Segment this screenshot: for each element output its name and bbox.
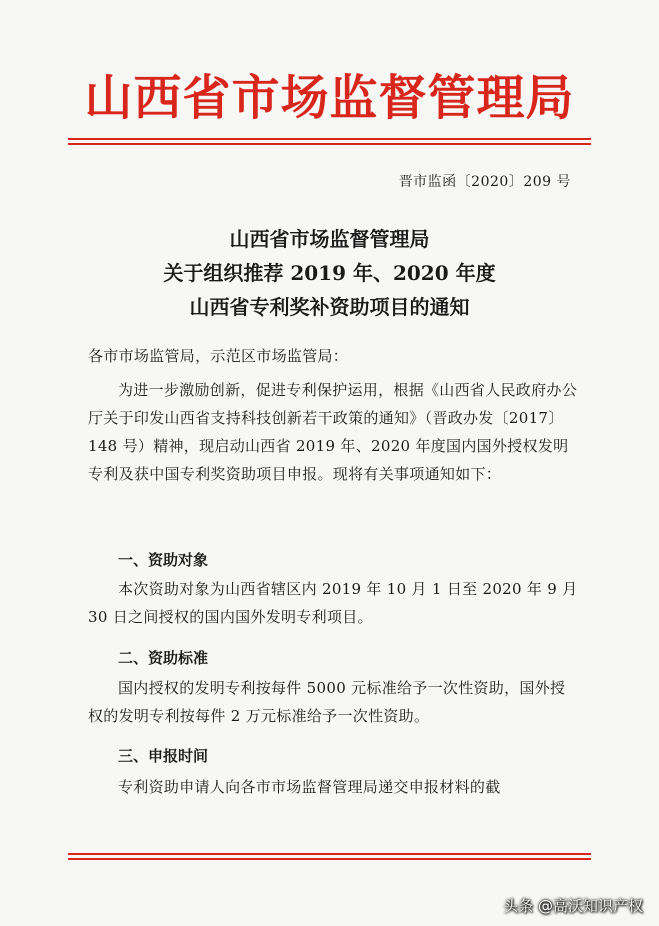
salutation: 各市市场监管局，示范区市场监管局： [88,347,349,365]
section-body-1: 本次资助对象为山西省辖区内 2019 年 10 月 1 日至 2020 年 9 月 30 日之间授权的国内国外发明专利项目。 [88,580,578,626]
document-number: 晋市监函〔2020〕209 号 [398,174,571,190]
section-heading-1: 一、资助对象 [118,551,209,569]
source-watermark: 头条 @高沃知识产权 [503,897,643,915]
title-line-2: 关于组织推荐 2019 年、2020 年度 [163,261,496,285]
header-rule-top [68,138,591,140]
footer-rule-bottom [68,858,591,860]
section-body-2: 国内授权的发明专利按每件 5000 元标准给予一次性资助，国外授权的发明专利按每件 2 万元标准给予一次性资助。 [88,679,566,725]
section-body-3: 专利资助申请人向各市市场监督管理局递交申报材料的截 [118,778,501,796]
section-heading-3: 三、申报时间 [118,747,209,765]
title-line-1: 山西省市场监督管理局 [229,227,430,251]
agency-masthead: 山西省市场监督管理局 [84,70,575,126]
footer-rule-top [68,853,591,855]
intro-paragraph: 为进一步激励创新，促进专利保护运用，根据《山西省人民政府办公厅关于印发山西省支持科技创新若干政策的通知》（晋政办发〔2017〕148 号）精神，现启动山西省 2019 年、2020 年度国内国外授权发明专利及获中国专利奖资助项目申报。现将有关事项通知如下： [88,381,578,483]
section-heading-2: 二、资助标准 [118,649,209,667]
title-line-3: 山西省专利奖补资助项目的通知 [189,295,470,319]
header-rule-bottom [68,143,591,145]
